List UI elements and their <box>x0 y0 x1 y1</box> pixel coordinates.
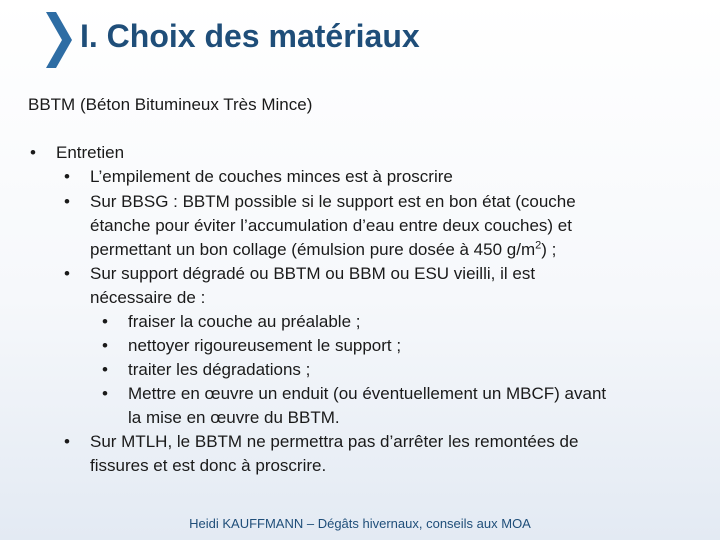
bullet-marker: • <box>64 432 70 451</box>
superscript: 2 <box>535 239 542 252</box>
bullet-entretien: Entretien <box>56 143 125 162</box>
list-item-continuation: nécessaire de : <box>90 288 206 307</box>
list-item: Sur support dégradé ou BBTM ou BBM ou ESU vieilli, il est <box>90 264 536 283</box>
list-item: L’empilement de couches minces est à proscrire <box>90 167 453 186</box>
slide-title: I. Choix des matériaux <box>80 18 420 54</box>
bullet-marker: • <box>64 264 70 283</box>
list-item-continuation <box>90 240 556 260</box>
bullet-marker: • <box>102 384 108 403</box>
sub-list-item: traiter les dégradations ; <box>128 360 311 379</box>
sub-list-item: nettoyer rigoureusement le support ; <box>128 336 402 355</box>
list-item: Sur BBSG : BBTM possible si le support est en bon état (couche <box>90 192 576 211</box>
sub-list-item: fraiser la couche au préalable ; <box>128 312 361 331</box>
text-run: ) ; <box>541 240 557 259</box>
bullet-marker: • <box>102 336 108 355</box>
slide-footer: Heidi KAUFFMANN – Dégâts hivernaux, conseils aux MOA <box>189 516 531 531</box>
text-run: permettant un bon collage (émulsion pure dosée à 450 g/m <box>90 240 536 259</box>
bullet-marker: • <box>30 143 36 162</box>
list-item: Sur MTLH, le BBTM ne permettra pas d’arrêter les remontées de <box>90 432 579 451</box>
bullet-marker: • <box>64 192 70 211</box>
sub-list-item: Mettre en œuvre un enduit (ou éventuellement un MBCF) avant <box>128 384 607 403</box>
list-item-continuation: étanche pour éviter l’accumulation d’eau entre deux couches) et <box>90 216 572 235</box>
bullet-marker: • <box>64 167 70 186</box>
bullet-marker: • <box>102 360 108 379</box>
list-item-continuation: fissures et est donc à proscrire. <box>90 456 327 475</box>
bullet-marker: • <box>102 312 108 331</box>
slide-subtitle: BBTM (Béton Bitumineux Très Mince) <box>28 95 313 114</box>
sub-list-item-continuation: la mise en œuvre du BBTM. <box>128 408 340 427</box>
chevron-right-icon <box>44 12 74 68</box>
